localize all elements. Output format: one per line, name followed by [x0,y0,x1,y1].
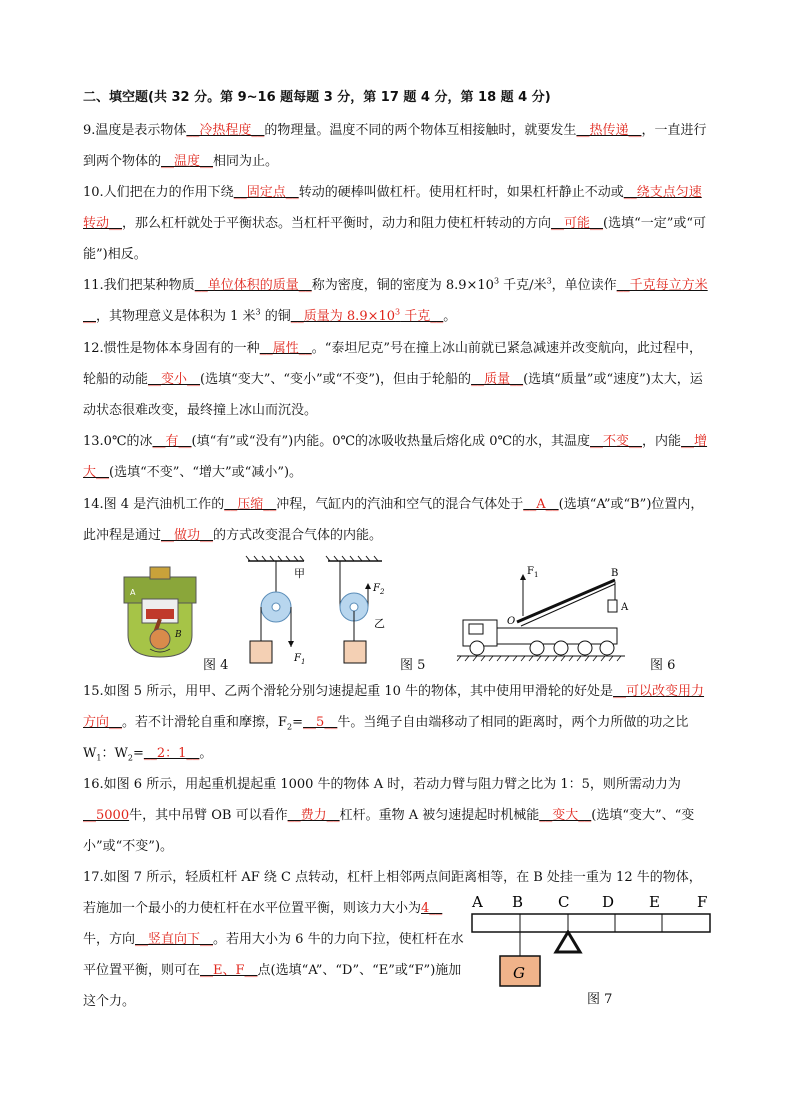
weight-label-g: G [513,964,525,982]
answer-10-2: __绕支点匀速转动__ [83,185,702,231]
question-17-body: 若施加一个最小的力使杠杆在水平位置平衡，则该力大小为4__牛，方向__竖直向下__。若用大小为 6 牛的力向下拉，使杠杆在水平位置平衡，则可在__E、F__点(选填“A”、“D”、“E”或“F”)施加这个力。 [83,901,464,1009]
answer-14-3: __做功__ [161,528,214,543]
question-10: 10.人们把在力的作用下绕__固定点__转动的硬棒叫做杠杆。使用杠杆时，如果杠杆静止不动或__绕支点匀速转动__，那么杠杆就处于平衡状态。当杠杆平衡时，动力和阻力使杠杆转动的方向__可能__(选填“一定”或“可能”)相反。 [83,185,707,262]
answer-15-2: __5__ [303,715,338,730]
question-17-intro: 17.如图 7 所示，轻质杠杆 AF 绕 C 点转动，杠杆上相邻两点间距离相等，在 B 处挂一重为 12 牛的物体， [83,870,702,885]
crane-label-a: A [621,602,629,613]
answer-14-1: __压缩__ [224,497,277,512]
answer-9-2: __热传递__ [576,123,642,138]
pulley-label-jia: 甲 [294,567,305,580]
answer-15-3: __2：1__ [143,746,200,761]
lever-label-e: E [649,893,660,911]
question-15: 15.如图 5 所示，用甲、乙两个滑轮分别匀速提起重 10 牛的物体，其中使用甲滑轮的好处是__可以改变用力方向__。若不计滑轮自重和摩擦，$F_2=\_\_5\_\_$牛。当绳子自由端移动了相同的距离时，两个力所做的功之比 $W_1$：$W_2=\_\_2$：1__。 [83,684,705,763]
answer-16-3: __变大__ [539,808,592,823]
lever-label-d: D [602,893,615,911]
answer-13-3: __增大__ [83,434,708,480]
answer-13-1: __有__ [152,434,192,449]
figure-5-pulleys [240,555,390,667]
lever-label-a: A [472,893,483,911]
figure-4-engine [120,565,200,660]
svg-text:F2: $F_2$ [373,583,385,596]
lever-label-f: F [697,893,708,911]
answer-13-2: __不变__ [590,434,643,449]
figure-5-caption: 图 5 [400,658,426,673]
answer-10-3: __可能__ [551,216,604,231]
lever-label-b: B [512,893,524,911]
crane-label-o: O [507,616,516,627]
question-11: 11.我们把某种物质__单位体积的质量__称为密度，铜的密度为 $8.9\times 10^3$ 千克/米$^3$，单位读作__千克每立方米__，其物理意义是体积为 1 米$^3$ 的铜__质量为 $8.9\times 10^3$ 千克__。 [83,276,708,324]
answer-11-1: __单位体积的质量__ [194,278,312,293]
figure-7-lever [468,890,718,990]
answer-17-1: 4__ [421,901,443,916]
engine-label-a: A [130,588,136,597]
answer-12-3: __质量__ [471,372,524,387]
svg-text:F1: $F_1$ [294,653,306,666]
crane-label-b: B [611,568,619,579]
figure-6-caption: 图 6 [650,658,676,673]
answer-17-2: __竖直向下__ [135,932,214,947]
answer-11-2: __千克每立方米__ [83,278,708,324]
answer-15-1: __可以改变用力方向__ [83,684,705,730]
answer-14-2: __A__ [523,497,559,512]
answer-11-3: __质量为 $8.9\times 10^3$ 千克__ [290,307,444,324]
answer-17-3: __E、F__ [200,963,258,978]
question-13: 13.0℃的冰__有__(填“有”或“没有”)内能。0℃的冰吸收热量后熔化成 0℃的水，其温度__不变__，内能__增大__(选填“不变”、“增大”或“减小”)。 [83,434,708,480]
svg-text:F1: $F_1$ [527,566,539,579]
answer-16-1: __5000 [83,808,130,823]
answer-10-1: __固定点__ [233,185,299,200]
engine-label-b: B [175,630,182,640]
figure-6-crane [455,560,635,665]
answer-9-3: __温度__ [161,154,214,169]
answer-9-1: __冷热程度__ [186,123,265,138]
question-16: 16.如图 6 所示，用起重机提起重 1000 牛的物体 A 时，若动力臂与阻力臂之比为 1：5，则所需动力为__5000牛，其中吊臂 OB 可以看作__费力__杠杆。重物 A 被匀速提起时机械能__变大__(选填“变大”、“变小”或“不变”)。 [83,777,695,854]
lever-label-c: C [558,893,570,911]
answer-12-2: __变小__ [148,372,201,387]
figure-4-caption: 图 4 [203,658,229,673]
answer-16-2: __费力__ [287,808,340,823]
question-12: 12.惯性是物体本身固有的一种__属性__。“泰坦尼克”号在撞上冰山前就已紧急减速并改变航向，此过程中，轮船的动能__变小__(选填“变大”、“变小”或“不变”)，但由于轮船的__质量__(选填“质量”或“速度”)太大，运动状态很难改变，最终撞上冰山而沉没。 [83,341,703,418]
pulley-label-yi: 乙 [374,617,385,630]
answer-12-1: __属性__ [259,341,312,356]
question-14: 14.图 4 是汽油机工作的__压缩__冲程，气缸内的汽油和空气的混合气体处于__A__(选填“A”或“B”)位置内，此冲程是通过__做功__的方式改变混合气体的内能。 [83,497,704,543]
section-title: 二、填空题(共 32 分。第 9~16 题每题 3 分，第 17 题 4 分，第 18 题 4 分) [83,90,551,105]
figure-7-caption: 图 7 [587,992,613,1007]
question-9: 9.温度是表示物体__冷热程度__的物理量。温度不同的两个物体互相接触时，就要发生__热传递__，一直进行到两个物体的__温度__相同为止。 [83,123,707,169]
